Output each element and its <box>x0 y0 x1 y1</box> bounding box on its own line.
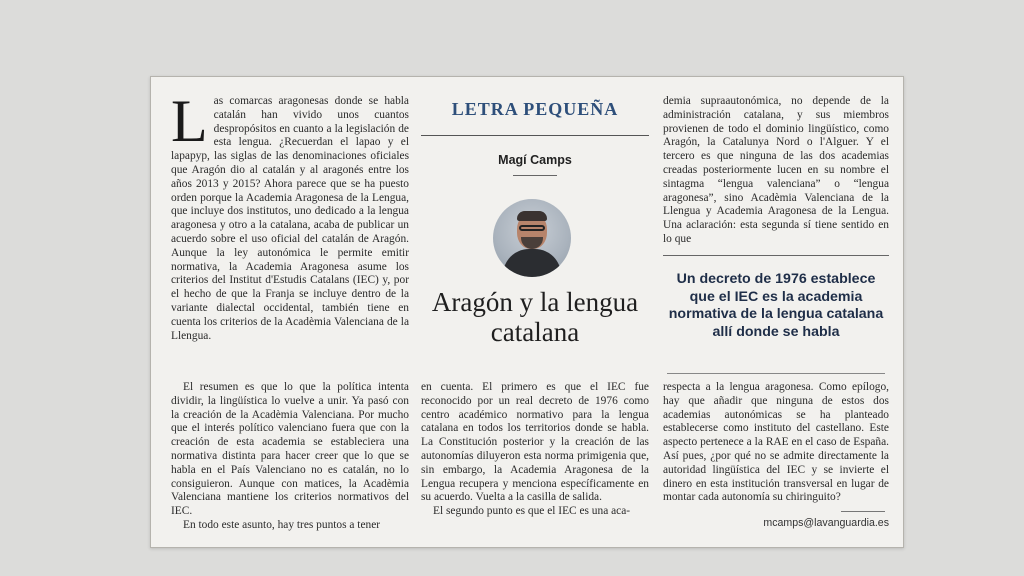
column-2 <box>421 381 649 519</box>
byline-divider <box>513 175 557 176</box>
paragraph-4: en cuenta. El primero es que el IEC fue reconocido por un real decreto de 1976 como centro académico normativo para la lengua catalana en todos los territorios donde se habla. La Constitución posterior y la creación de las autonomías diluyeron esta norma primigenia que, sin embargo, la Academia Aragonesa de la Lengua recupera y menciona específicamente en su acuerdo. Vuelta a la casilla de salida. <box>421 381 649 504</box>
author-photo-hair <box>517 211 547 221</box>
paragraph-1-text: as comarcas aragonesas donde se habla catalán han vivido unos cuantos despropósitos en cuanto a la legislación de esta lengua. ¿Recuerdan el lapao y el lapapyp, las siglas de las denominaciones oficiales que Aragón dio al catalán y al aragonés entre los años 2013 y 2015? Ahora parece que se ha puesto orden porque la Academia Aragonesa de la Lengua, que incluye dos institutos, uno dedicado a la lengua aragonesa y otro a la catalana, acaba de publicar un acuerdo sobre el uso oficial del catalán de Aragón. Aunque la ley autonómica le permite emitir normativa, la Academia Aragonesa asume los criterios del Institut d'Estudis Catalans (IEC) y, por el hecho de que la Franja se incluye dentro de la variante dialectal occidental, también tiene en cuenta los criterios de la Acadèmia Valenciana de la Llengua. <box>171 95 409 342</box>
author-byline: Magí Camps <box>498 153 572 167</box>
paragraph-6: demia supraautonómica, no depende de la administración catalana, y sus miembros provienen de todo el dominio lingüístico, como Aragón, la Catalunya Nord o l'Alguer. Y el tercero es que ninguna de las dos academias creadas posteriormente lucen en su nombre el sintagma “lengua valenciana” o “lengua aragonesa”, sino Acadèmia Valenciana de la Llengua y Academia Aragonesa de la Lengua. Una aclaración: esta segunda sí tiene sentido en lo que <box>663 95 889 245</box>
author-photo-glasses <box>519 225 545 231</box>
pull-quote: Un decreto de 1976 establece que el IEC es la academia normativa de la lengua catalana allí donde se habla <box>668 271 884 340</box>
column-3-bottom <box>663 381 889 505</box>
newspaper-column <box>150 76 904 548</box>
paragraph-2: El resumen es que lo que la política intenta dividir, la lingüística lo vuelve a unir. Ya pasó con la creación de la Acadèmia Valenciana. Por mucho que el interés político valenciano fuera que con la creación de esta academia se estableciera una normativa distinta para hacer creer que lo que se habla en el País Valenciano no es catalán, no lo consiguieron. Aunque con matices, la Acadèmia Valenciana mantiene los criterios normativos del IEC. <box>171 381 409 518</box>
paragraph-3: En todo este asunto, hay tres puntos a tener <box>183 518 381 531</box>
section-label: LETRA PEQUEÑA <box>451 99 619 119</box>
author-photo-body <box>503 249 561 277</box>
paragraph-5: El segundo punto es que el IEC es una aca- <box>433 505 631 518</box>
author-photo <box>493 199 571 277</box>
column-1-top <box>171 88 409 343</box>
signature-divider <box>841 511 885 512</box>
pull-quote-bottom-rule <box>667 373 885 374</box>
pull-quote-top-rule <box>663 255 889 256</box>
paragraph-7: respecta a la lengua aragonesa. Como epílogo, hay que añadir que ninguna de estos dos academias autonómicas se ha planteado establecerse como instituto del castellano. Este aspecto pertenece a la RAE en el caso de España. Así pues, ¿por qué no se admite directamente la autoridad lingüística del IEC y se invierte el dinero en esta institución transversal en lugar de montar cada autonomía su chiringuito? <box>663 381 889 504</box>
author-email: mcamps@lavanguardia.es <box>763 517 889 529</box>
section-divider <box>421 135 649 136</box>
article-headline: Aragón y la lengua catalana <box>431 287 639 347</box>
drop-cap: L <box>171 88 208 154</box>
paragraph-1 <box>171 88 409 343</box>
column-1-bottom <box>171 381 409 533</box>
column-3-top <box>663 95 889 247</box>
